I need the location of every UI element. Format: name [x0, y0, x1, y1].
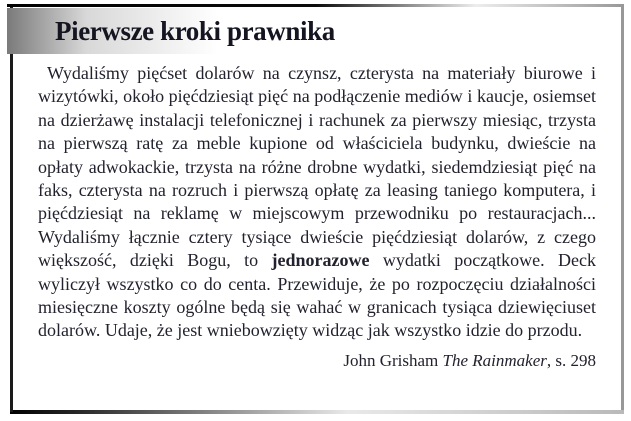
- box-border-right: [621, 5, 624, 413]
- box-border-left: [10, 7, 13, 412]
- quote-body: [38, 62, 596, 372]
- quote-paragraph: [38, 62, 596, 343]
- attribution-page-ref: , s. 298: [546, 350, 596, 370]
- page-title: Pierwsze kroki prawnika: [55, 15, 335, 46]
- attribution-work-title: The Rainmaker: [442, 350, 547, 370]
- emphasis-word: jednorazowe: [271, 250, 370, 271]
- paragraph-part1: Wydaliśmy pięćset dolarów na czynsz, czterysta na materiały biurowe i wizytówki, około pięćdziesiąt pięć na podłączenie mediów i kaucje, osiemset na dzierżawę instalacji telefonicznej i rachunek za pierwszy miesiąc, trzysta na pierwszą ratę za meble kupione od właściciela budynku, dwieście na opłaty adwokackie, trzysta na różne drobne wydatki, siedemdziesiąt pięć na faks, czterysta na rozruch i pierwszą opłatę za leasing taniego komputera, i pięćdziesiąt na reklamę w miejscowym przewodniku po restauracjach... Wydaliśmy łącznie cztery tysiące dwieście pięćdziesiąt dolarów, z czego większość, dzięki Bogu, to: [38, 63, 596, 271]
- box-border-top: [7, 4, 624, 7]
- box-border-bottom: [10, 410, 624, 414]
- paragraph-part2: wydatki początkowe. Deck wyliczył wszystko co do centa. Przewiduje, że po rozpoczęciu działalności miesięczne koszty ogólne będą się wahać w granicach tysiąca dziewięciuset dolarów. Udaje, że jest wniebowzięty widząc jak wszystko idzie do przodu.: [38, 250, 596, 341]
- attribution: [38, 350, 596, 372]
- attribution-author: John Grisham: [343, 350, 443, 370]
- title-bar: [7, 8, 447, 54]
